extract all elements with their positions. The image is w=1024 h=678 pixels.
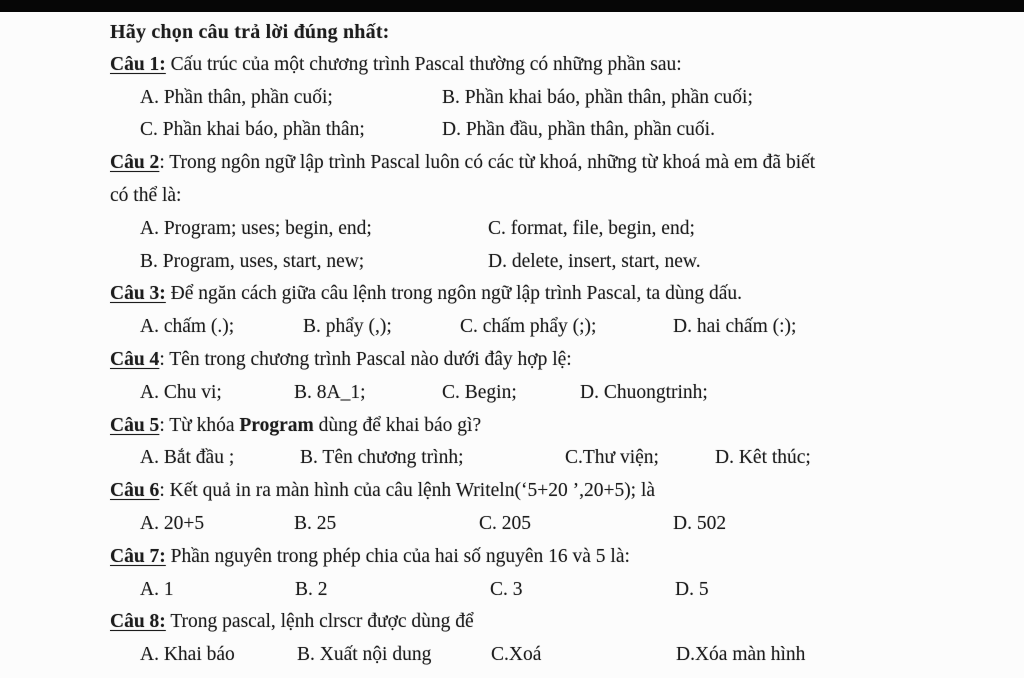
question-5-options-row xyxy=(110,442,1022,475)
question-2-title xyxy=(110,147,1022,180)
question-6-title xyxy=(110,475,1022,508)
question-3-option-a: A. chấm (.); xyxy=(140,316,235,338)
question-2-text-line-2: có thể là: xyxy=(110,184,182,206)
question-1-label: Câu 1: xyxy=(110,53,166,75)
question-1-option-c: C. Phần khai báo, phần thân; xyxy=(140,119,365,141)
question-7-label: Câu 7: xyxy=(110,545,166,567)
question-4-title xyxy=(110,344,1022,377)
question-4-option-a: A. Chu vi; xyxy=(140,381,222,403)
question-8-option-a: A. Khai báo xyxy=(140,644,235,666)
question-3-option-d: D. hai chấm (:); xyxy=(673,316,797,338)
question-5-label: Câu 5 xyxy=(110,414,160,436)
question-7-option-d: D. 5 xyxy=(675,578,709,600)
question-5-option-c: C.Thư viện; xyxy=(565,447,659,469)
question-2-option-a: A. Program; uses; begin, end; xyxy=(140,217,372,239)
question-4-option-d: D. Chuongtrinh; xyxy=(580,381,708,403)
question-6-options-row xyxy=(110,508,1022,541)
question-3-options-row xyxy=(110,311,1022,344)
question-5-option-a: A. Bắt đầu ; xyxy=(140,447,235,469)
question-8-text: Trong pascal, lệnh clrscr được dùng để xyxy=(165,611,474,633)
question-2-option-c: C. format, file, begin, end; xyxy=(488,217,695,239)
question-7-text: Phần nguyên trong phép chia của hai số nguyên 16 và 5 là: xyxy=(165,545,630,567)
question-3-title xyxy=(110,278,1022,311)
question-8-label: Câu 8: xyxy=(110,611,166,633)
question-7-option-c: C. 3 xyxy=(490,578,523,600)
question-6-option-d: D. 502 xyxy=(673,512,727,534)
question-6-option-a: A. 20+5 xyxy=(140,512,205,534)
question-8-option-b: B. Xuất nội dung xyxy=(297,644,432,666)
question-6-option-b: B. 25 xyxy=(294,512,337,534)
question-7-options-row xyxy=(110,574,1022,607)
question-1-option-b: B. Phần khai báo, phần thân, phần cuối; xyxy=(442,86,753,108)
question-5-title xyxy=(110,410,1022,443)
question-6-text: : Kết quả in ra màn hình của câu lệnh Writeln(‘5+20 ’,20+5); là xyxy=(159,480,656,502)
question-2-option-b: B. Program, uses, start, new; xyxy=(140,250,365,272)
question-7-option-a: A. 1 xyxy=(140,578,174,600)
question-7-option-b: B. 2 xyxy=(295,578,328,600)
question-3-text: Để ngăn cách giữa câu lệnh trong ngôn ngữ lập trình Pascal, ta dùng dấu. xyxy=(165,283,742,305)
question-5-text-pre: : Từ khóa xyxy=(159,414,240,436)
question-6-label: Câu 6 xyxy=(110,480,160,502)
question-3-option-c: C. chấm phẩy (;); xyxy=(460,316,597,338)
question-5-option-d: D. Kêt thúc; xyxy=(715,447,811,469)
question-1-text: Cấu trúc của một chương trình Pascal thường có những phần sau: xyxy=(165,53,682,75)
top-black-bar xyxy=(0,0,1024,12)
question-5-text-post: dùng để khai báo gì? xyxy=(313,414,482,436)
question-8-options-row xyxy=(110,639,1022,672)
question-1-option-d: D. Phần đầu, phần thân, phần cuối. xyxy=(442,119,715,141)
instruction-heading: Hãy chọn câu trả lời đúng nhất: xyxy=(110,21,390,43)
question-2-option-d: D. delete, insert, start, new. xyxy=(488,250,701,272)
question-4-label: Câu 4 xyxy=(110,348,160,370)
question-2-options-row-1 xyxy=(110,213,1022,246)
question-3-label: Câu 3: xyxy=(110,283,166,305)
question-8-title xyxy=(110,606,1022,639)
question-4-text: : Tên trong chương trình Pascal nào dưới đây hợp lệ: xyxy=(159,348,572,370)
question-4-option-b: B. 8A_1; xyxy=(294,381,366,403)
question-8-option-d: D.Xóa màn hình xyxy=(676,644,806,666)
document-content xyxy=(110,12,1022,672)
question-1-option-a: A. Phần thân, phần cuối; xyxy=(140,86,333,108)
question-6-option-c: C. 205 xyxy=(479,512,532,534)
question-3-option-b: B. phẩy (,); xyxy=(303,316,392,338)
question-1-options-row-2 xyxy=(110,114,1022,147)
question-2-options-row-2 xyxy=(110,246,1022,279)
question-8-option-c: C.Xoá xyxy=(491,644,542,666)
question-7-title xyxy=(110,541,1022,574)
question-4-option-c: C. Begin; xyxy=(442,381,517,403)
question-5-option-b: B. Tên chương trình; xyxy=(300,447,464,469)
question-1-title xyxy=(110,49,1022,82)
question-2-label: Câu 2 xyxy=(110,152,160,174)
question-2-text: : Trong ngôn ngữ lập trình Pascal luôn có các từ khoá, những từ khoá mà em đã biết xyxy=(159,152,816,174)
question-1-options-row-1 xyxy=(110,82,1022,115)
question-5-keyword: Program xyxy=(239,414,314,436)
question-4-options-row xyxy=(110,377,1022,410)
